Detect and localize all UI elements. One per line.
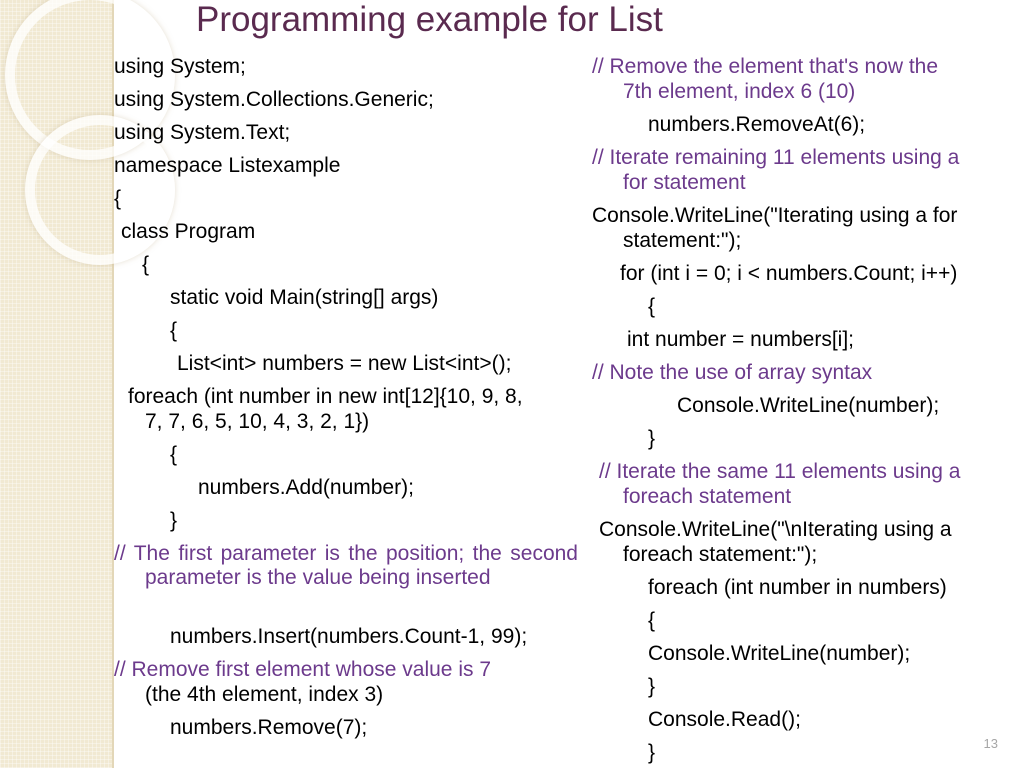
code-line: (the 4th element, index 3): [145, 683, 384, 706]
code-line: Console.Read();: [648, 708, 801, 731]
code-line: {: [114, 187, 122, 210]
code-line: {: [648, 295, 656, 318]
code-comment: foreach statement: [623, 485, 792, 508]
code-line: foreach statement:");: [623, 543, 818, 566]
code-comment: // Iterate the same 11 elements using a: [599, 460, 961, 483]
code-line: Console.WriteLine("Iterating using a for: [592, 204, 958, 227]
code-line: numbers.Insert(numbers.Count-1, 99);: [170, 625, 528, 648]
code-line: 7, 7, 6, 5, 10, 4, 3, 2, 1}): [145, 410, 370, 433]
code-line: using System;: [114, 55, 246, 78]
code-comment: // Remove first element whose value is 7: [114, 658, 491, 681]
code-line: List<int> numbers = new List<int>();: [177, 352, 512, 375]
code-line: {: [170, 443, 178, 466]
code-line: Console.WriteLine(number);: [677, 394, 940, 417]
code-line: {: [170, 319, 178, 342]
code-line: numbers.Remove(7);: [170, 716, 368, 739]
code-line: static void Main(string[] args): [170, 286, 439, 309]
code-line: using System.Text;: [114, 121, 291, 144]
code-line: Console.WriteLine("\nIterating using a: [599, 518, 952, 541]
code-comment: // Note the use of array syntax: [592, 361, 873, 384]
code-line: foreach (int number in numbers): [648, 576, 947, 599]
code-line: Console.WriteLine(number);: [648, 642, 911, 665]
page-number: 13: [983, 736, 998, 751]
code-comment: // Iterate remaining 11 elements using a: [592, 146, 960, 169]
code-line: int number = numbers[i];: [627, 328, 855, 351]
code-comment: // Remove the element that's now the: [592, 55, 939, 78]
slide-title: Programming example for List: [196, 0, 663, 39]
code-line: numbers.RemoveAt(6);: [648, 113, 866, 136]
code-line: }: [648, 427, 656, 450]
code-line: }: [648, 741, 656, 764]
code-line: }: [170, 509, 178, 532]
code-line: using System.Collections.Generic;: [114, 88, 434, 111]
decorative-sidebar: [0, 0, 114, 768]
code-line: statement:");: [623, 229, 742, 252]
code-comment: for statement: [623, 171, 746, 194]
code-line: namespace Listexample: [114, 154, 341, 177]
code-line: for (int i = 0; i < numbers.Count; i++): [620, 262, 958, 285]
code-line: numbers.Add(number);: [198, 476, 414, 499]
code-line: {: [648, 609, 656, 632]
code-line: {: [142, 253, 150, 276]
code-comment: 7th element, index 6 (10): [623, 80, 856, 103]
code-line: foreach (int number in new int[12]{10, 9, 8,: [128, 385, 523, 408]
code-line: class Program: [121, 220, 256, 243]
code-line: }: [648, 675, 656, 698]
code-comment: // The first parameter is the position; the second parameter is the value being inserted: [114, 542, 578, 589]
